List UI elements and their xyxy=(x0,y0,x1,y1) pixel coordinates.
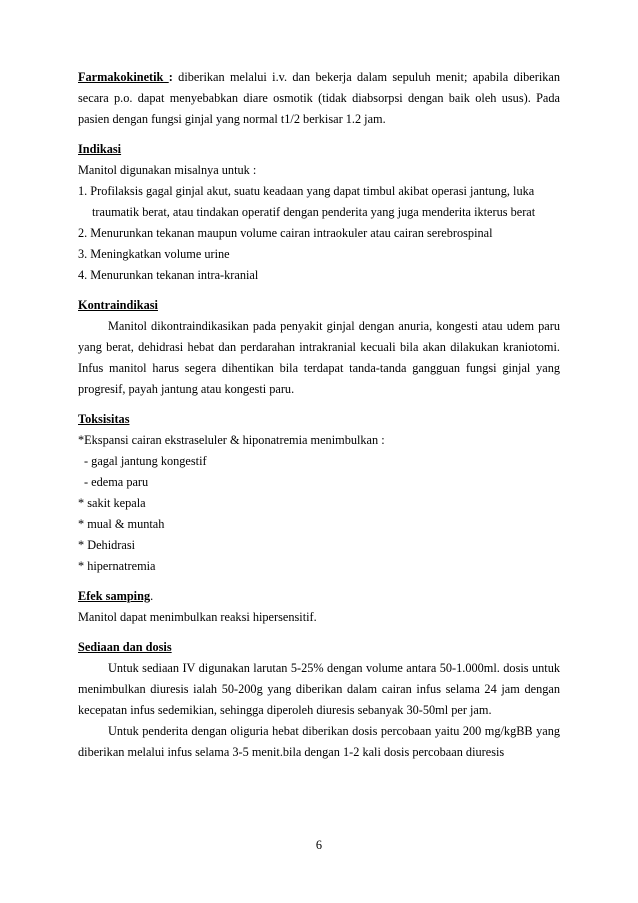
farmakokinetik-label: Farmakokinetik xyxy=(78,70,169,84)
section-efek-samping xyxy=(78,586,560,628)
sediaan-heading: Sediaan dan dosis xyxy=(78,640,172,654)
indikasi-item-3: 3. Meningkatkan volume urine xyxy=(78,247,230,261)
toksisitas-sub-item-2: - edema paru xyxy=(84,475,149,489)
indikasi-item-4: 4. Menurunkan tekanan intra-kranial xyxy=(78,268,259,282)
toksisitas-item-3: * Dehidrasi xyxy=(78,538,136,552)
efek-samping-heading-line xyxy=(78,586,560,607)
indikasi-intro: Manitol digunakan misalnya untuk : xyxy=(78,163,257,177)
sediaan-paragraph-2: Untuk penderita dengan oliguria hebat diberikan dosis percobaan yaitu 200 mg/kgBB yang diberikan melalui infus selama 3-5 menit.bila dengan 1-2 kali dosis percobaan diuresis xyxy=(78,724,560,759)
efek-samping-text: Manitol dapat menimbulkan reaksi hipersensitif. xyxy=(78,610,317,624)
section-sediaan-dosis xyxy=(78,637,560,763)
kontraindikasi-heading: Kontraindikasi xyxy=(78,298,158,312)
section-farmakokinetik xyxy=(78,67,560,130)
toksisitas-item-2: * mual & muntah xyxy=(78,517,165,531)
indikasi-item-2: 2. Menurunkan tekanan maupun volume cairan intraokuler atau cairan serebrospinal xyxy=(78,226,493,240)
toksisitas-item-1: * sakit kepala xyxy=(78,496,146,510)
page-content xyxy=(78,67,560,763)
page-number: 6 xyxy=(315,838,323,852)
indikasi-item-1-line-2: traumatik berat, atau tindakan operatif dengan penderita yang juga menderita ikterus berat xyxy=(92,205,536,219)
kontraindikasi-paragraph: Manitol dikontraindikasikan pada penyakit ginjal dengan anuria, kongesti atau udem paru yang berat, dehidrasi hebat dan perdarahan intrakranial kecuali bila akan dilakukan kraniotomi. Infus manitol harus segera dihentikan bila terdapat tanda-tanda gangguan fungsi ginjal yang progresif, payah jantung atau kongesti paru. xyxy=(78,319,560,396)
section-toksisitas xyxy=(78,409,560,577)
efek-samping-heading-period: . xyxy=(150,589,154,603)
farmakokinetik-paragraph xyxy=(78,67,560,130)
toksisitas-item-4: * hipernatremia xyxy=(78,559,156,573)
indikasi-item-1-line-1: 1. Profilaksis gagal ginjal akut, suatu keadaan yang dapat timbul akibat operasi jantung, luka xyxy=(78,184,535,198)
sediaan-paragraph-1: Untuk sediaan IV digunakan larutan 5-25% dengan volume antara 50-1.000ml. dosis untuk menimbulkan diuresis ialah 50-200g yang diberikan dalam cairan infus selama 24 jam dengan kecepatan infus sedemikian, sehingga diperoleh diuresis sebanyak 30-50ml per jam. xyxy=(78,661,560,717)
section-kontraindikasi xyxy=(78,295,560,400)
indikasi-heading: Indikasi xyxy=(78,142,122,156)
efek-samping-heading: Efek samping xyxy=(78,589,151,603)
toksisitas-heading: Toksisitas xyxy=(78,412,130,426)
toksisitas-intro: *Ekspansi cairan ekstraseluler & hiponatremia menimbulkan : xyxy=(78,433,385,447)
section-indikasi xyxy=(78,139,560,286)
toksisitas-sub-item-1: - gagal jantung kongestif xyxy=(84,454,207,468)
farmakokinetik-colon: : xyxy=(168,70,173,84)
farmakokinetik-text: diberikan melalui i.v. dan bekerja dalam sepuluh menit; apabila diberikan secara p.o. dapat menyebabkan diare osmotik (tidak diabsorpsi dengan baik oleh usus). Pada pasien dengan fungsi ginjal yang normal t1/2 berkisar 1.2 jam. xyxy=(78,70,560,126)
